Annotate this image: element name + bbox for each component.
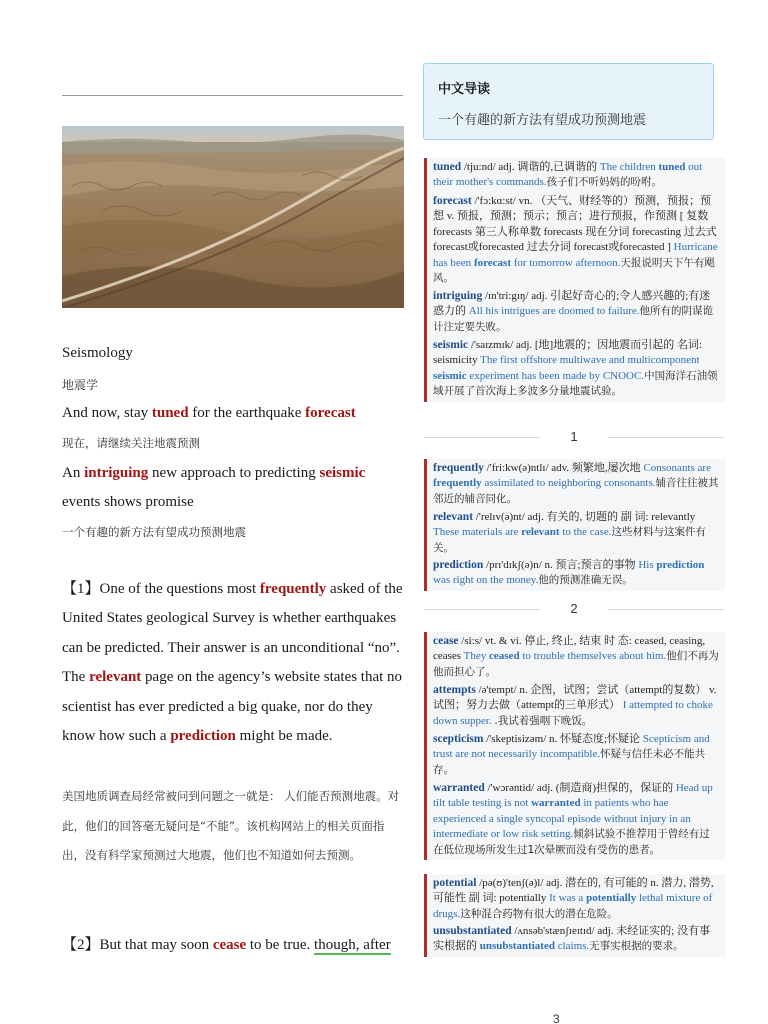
vocab-card-cease	[424, 632, 725, 682]
headline-line-2	[62, 463, 412, 483]
page-marker-1	[424, 429, 725, 445]
vocab-example-keyword: forecast	[473, 256, 511, 269]
vocab-example: It was a	[549, 892, 587, 905]
vocab-card-seismic	[424, 336, 725, 402]
vocab-example-keyword: tuned	[658, 161, 686, 173]
page-marker-2	[424, 601, 725, 617]
vocab-translation: 辅音往往被其邻近的辅音同化。	[433, 477, 719, 505]
vocab-card-potential	[424, 874, 725, 924]
vocab-translation: 中国海洋石油领域开展了首次海上多波多分量地震试验。	[433, 369, 718, 398]
guide-subtitle: 一个有趣的新方法有望成功预测地震	[438, 113, 647, 128]
keyword-seismic[interactable]: seismic	[319, 465, 366, 481]
chinese-guide-box	[423, 63, 714, 140]
vocab-example: Head up tilt table testing is not	[433, 782, 713, 810]
keyword-frequently[interactable]: frequently	[259, 581, 327, 597]
vocab-word[interactable]: potential	[433, 877, 477, 889]
vocab-word[interactable]: warranted	[433, 782, 485, 794]
vocab-card-forecast	[424, 192, 725, 288]
keyword-relevant[interactable]: relevant	[89, 669, 142, 686]
vocab-translation: 他所有的阴谋诡计注定要失败。	[433, 305, 714, 333]
vocab-example: Hurricane has been	[433, 241, 718, 269]
vocab-definition: /ə'tempt/ n. 企图，试图；尝试（attempt的复数） v. 试图；努力去做（attempt的三单形式）	[433, 684, 717, 712]
vocab-card-unsubstantiated	[424, 922, 725, 957]
vocab-card-attempts	[424, 681, 725, 731]
keyword-forecast[interactable]: forecast	[305, 405, 356, 421]
top-divider	[62, 95, 403, 96]
vocab-definition: /'saɪzmɪk/ adj. [地]地震的；因地震而引起的 名词: seismicity	[433, 339, 703, 367]
vocab-example: I attempted to choke down supper.	[433, 699, 713, 727]
vocab-word[interactable]: seismic	[433, 339, 469, 351]
vocab-translation: 这些材料与这案件有关。	[433, 526, 706, 554]
headline-line-1	[62, 403, 412, 423]
headline-text: new approach to predicting	[148, 465, 320, 481]
keyword-cease[interactable]: cease	[212, 937, 247, 953]
vocab-card-scepticism	[424, 730, 725, 780]
paragraph-text: page on the agency’s website states that no scientist has ever predicted a big quake, nor do they know how such a	[62, 669, 403, 745]
vocab-card-intriguing	[424, 287, 725, 337]
vocab-definition: /ɪn'tri:gɪŋ/ adj. 引起好奇心的;令人感兴趣的;有迷惑力的	[433, 290, 711, 318]
vocab-word[interactable]: relevant	[433, 511, 474, 523]
vocab-definition: /'fɔ:kɑ:st/ vn. （天气、财经等的）预测，预报；预想 v. 预报，预测；预示；预言；进行预报，作预测 [ 复数 forecasts 第三人称单数 forecasts 现在分词 forecasting 过去式 forecast或forecasted 过去分词 forecast或forecasted ]	[433, 195, 717, 254]
vocab-word[interactable]: frequently	[433, 462, 484, 474]
paragraph-text: might be made.	[235, 728, 333, 745]
vocab-definition: /pə(ʊ)'tenʃ(ə)l/ adj. 潜在的, 有可能的 n. 潜力, 潜势, 可能性 副 词: potentially	[433, 877, 714, 905]
vocab-example: to the case.	[559, 526, 612, 539]
vocab-card-tuned	[424, 158, 725, 193]
vocab-example: These materials are	[433, 526, 522, 539]
vocab-example-keyword: potentially	[586, 892, 637, 905]
vocab-word[interactable]: intriguing	[433, 290, 483, 302]
vocab-example: out their mother's commands.	[433, 161, 703, 189]
vocab-example-keyword: frequently	[433, 477, 482, 490]
vocab-example: claims.	[554, 940, 590, 953]
vocab-example: Consonants are	[643, 462, 711, 474]
vocab-example: The first offshore multiwave and multicomponent	[480, 354, 700, 367]
headline-text: An	[62, 465, 85, 481]
vocab-translation: 无事实根据的要求。	[589, 940, 684, 953]
vocab-definition: /ʌnsəb'stænʃɪeɪtɪd/ adj. 未经证实的; 没有事实根据的	[433, 925, 711, 953]
headline-line-3: events shows promise	[62, 494, 194, 510]
vocab-example: lethal mixture of drugs.	[433, 892, 713, 920]
vocab-definition: /'relɪv(ə)nt/ adj. 有关的, 切题的 副 词: relevantly	[473, 511, 696, 523]
paragraph-1-cn: 美国地质调查局经常被问到问题之一就是： 人们能否预测地震。对此，他们的回答毫无疑问是“不能”。该机构网站上的相关页面指出，没有科学家预测过大地震，他们也不知道如何去预测。	[62, 789, 400, 862]
vocab-example: in patients who hae experienced a single syncopal episode without injury in an intermediate or low risk setting.	[433, 797, 691, 841]
vocab-definition: /'wɔrəntid/ adj. (制造商)担保的，保证的	[484, 782, 676, 794]
vocab-word[interactable]: forecast	[433, 195, 472, 207]
vocab-word[interactable]: scepticism	[433, 733, 484, 745]
page-marker-rule	[608, 609, 724, 610]
headline-line-3-cn: 一个有趣的新方法有望成功预测地震	[62, 525, 246, 539]
page-number: 2	[570, 601, 578, 616]
vocab-translation: 这种混合药物有很大的潜在危险。	[460, 907, 618, 920]
page-marker-rule	[424, 437, 540, 438]
headline-line-1-cn: 现在，请继续关注地震预测	[62, 436, 200, 450]
vocab-example: Scepticism and trust are not necessarily incompatible.	[433, 733, 710, 761]
paragraph-text: to be true.	[246, 937, 315, 953]
vocab-word[interactable]: attempts	[433, 684, 476, 696]
vocab-example-keyword: ceased	[489, 650, 520, 663]
paragraph-text: asked of the United States geological Survey is whether earthquakes can be predicted. Their answer is an unconditional “no”. The	[62, 581, 403, 686]
vocab-card-frequently	[424, 459, 725, 509]
underlined-phrase[interactable]: though, after	[314, 937, 391, 953]
vocab-card-prediction	[424, 556, 725, 591]
keyword-intriguing[interactable]: intriguing	[84, 465, 149, 481]
vocab-example-keyword: warranted	[531, 797, 581, 810]
page-marker-rule	[608, 437, 724, 438]
vocab-card-relevant	[424, 508, 725, 558]
vocab-definition: /si:s/ vt. & vi. 停止, 终止, 结束 时 态: ceased, ceasing, ceases	[433, 635, 706, 663]
vocab-example-keyword: unsubstantiated	[479, 940, 555, 953]
fault-line-photo	[62, 126, 404, 308]
paragraph-2	[62, 931, 407, 960]
vocab-example: experiment has been made by CNOOC.	[466, 369, 645, 382]
vocab-translation: 他们不再为他而担心了。	[433, 650, 719, 678]
vocab-translation: 倾斜试验不推荐用于曾经有过在低位现场所发生过1次晕厥而没有受伤的患者。	[433, 828, 710, 856]
vocab-example: was right on the money.	[433, 574, 539, 587]
headline-text: for the earthquake	[188, 405, 306, 421]
vocab-example: The children	[599, 161, 659, 173]
vocab-definition: /'skeptisizəm/ n. 怀疑态度;怀疑论	[483, 733, 643, 745]
vocab-translation: 天报说明天下午有飓风。	[433, 256, 715, 285]
keyword-prediction[interactable]: prediction	[170, 728, 236, 745]
vocab-definition: /tju:nd/ adj. 调谐的,已调谐的	[461, 161, 600, 173]
vocab-example: His	[638, 559, 657, 571]
vocab-definition: /prɪ'dɪkʃ(ə)n/ n. 预言;预言的事物	[483, 559, 639, 571]
vocab-example: They	[463, 650, 490, 663]
paragraph-1	[62, 575, 407, 751]
vocab-translation: 怀疑与信任未必不能共存。	[433, 748, 706, 776]
vocab-translation: 他的预测准确无误。	[538, 574, 633, 587]
vocab-example-keyword: relevant	[521, 526, 560, 539]
vocab-definition: /'fri:kw(ə)ntlɪ/ adv. 频繁地,屡次地	[483, 462, 644, 474]
vocab-example: to trouble themselves about him.	[519, 650, 667, 663]
vocab-example: assimilated to neighboring consonants.	[481, 477, 656, 490]
page-number: 1	[570, 429, 578, 444]
page-number-3: 3	[553, 1012, 560, 1024]
section-title-cn: 地震学	[62, 378, 99, 392]
vocab-word[interactable]: prediction	[433, 559, 484, 571]
section-title: Seismology	[62, 345, 133, 361]
vocab-card-warranted	[424, 779, 725, 860]
vocab-example-keyword: seismic	[433, 369, 467, 382]
vocab-example: for tomorrow afternoon.	[511, 256, 621, 269]
vocab-translation: .我试着强咽下晚饭。	[494, 714, 593, 727]
vocab-translation: 孩子们不听妈妈的吩咐。	[546, 176, 662, 189]
guide-title: 中文导读	[438, 82, 491, 97]
headline-text: And now, stay	[62, 405, 152, 421]
vocab-word[interactable]: cease	[433, 635, 459, 647]
paragraph-text: 【1】One of the questions most	[62, 581, 260, 597]
page-marker-rule	[424, 609, 540, 610]
vocab-word[interactable]: unsubstantiated	[433, 925, 512, 937]
landscape-image	[62, 126, 404, 308]
vocab-word[interactable]: tuned	[433, 161, 462, 173]
keyword-tuned[interactable]: tuned	[151, 405, 189, 421]
vocab-example: All his intrigues are doomed to failure.	[468, 305, 640, 318]
paragraph-text: 【2】But that may soon	[62, 937, 213, 953]
vocab-example-keyword: prediction	[656, 559, 705, 571]
